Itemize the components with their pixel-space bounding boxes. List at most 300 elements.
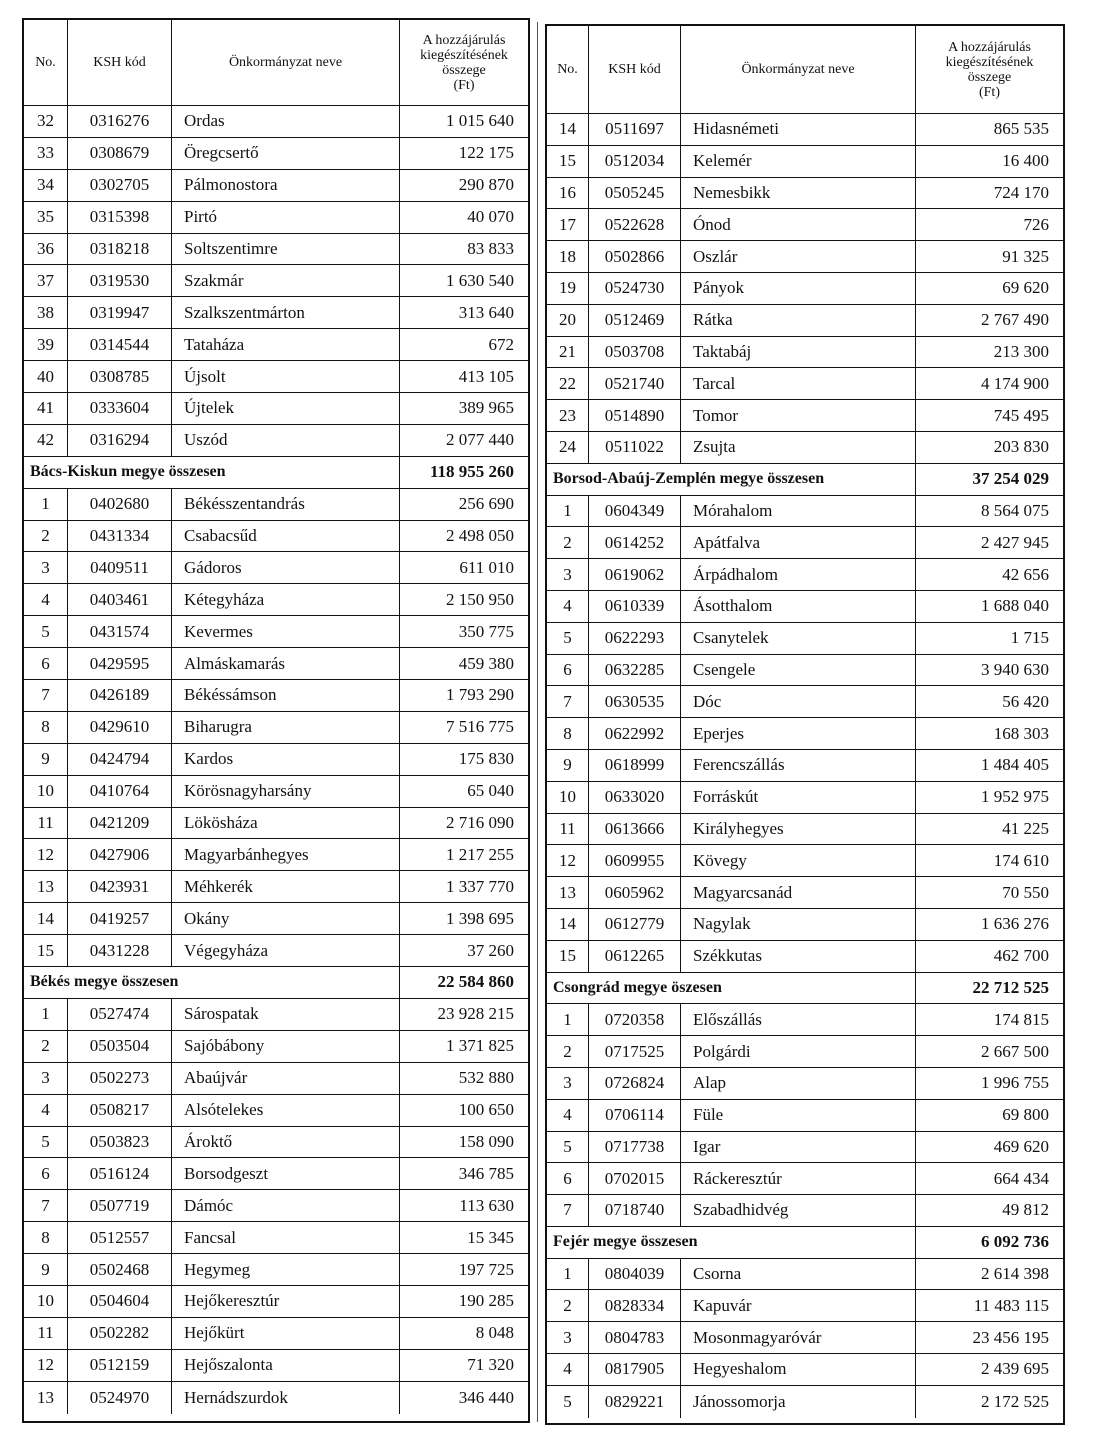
ksh-code: 0512557 [68,1222,172,1253]
municipality-name: Békéssámson [172,680,400,711]
table-row [24,648,528,680]
municipality-name: Dóc [681,686,916,717]
amount: 158 090 [458,1131,514,1151]
table-row [24,234,528,266]
municipality-name: Apátfalva [681,527,916,558]
ksh-code: 0316276 [68,106,172,137]
ksh-code: 0612265 [589,941,681,972]
municipality-name: Rátka [681,305,916,336]
amount: 1 996 755 [981,1073,1049,1093]
ksh-code: 0516124 [68,1158,172,1189]
row-number: 4 [24,584,68,615]
row-number: 14 [24,903,68,934]
row-number: 2 [547,527,589,558]
ksh-code: 0512159 [68,1350,172,1381]
row-number: 13 [24,1382,68,1414]
table-row [547,400,1063,432]
row-number: 4 [547,1354,589,1385]
row-number: 2 [547,1036,589,1067]
amount: 91 325 [1002,246,1049,266]
amount: 49 812 [1002,1200,1049,1220]
amount: 2 439 695 [981,1359,1049,1379]
ksh-code: 0633020 [589,782,681,813]
ksh-code: 0618999 [589,750,681,781]
municipality-name: Csabacsűd [172,521,400,552]
table-row [547,623,1063,655]
header-amount-line: összege [442,62,486,78]
row-number: 13 [24,871,68,902]
amount: 69 800 [1002,1105,1049,1125]
amount: 3 940 630 [981,659,1049,679]
amount: 2 427 945 [981,532,1049,552]
amount: 203 830 [993,437,1049,457]
row-number: 1 [24,999,68,1030]
municipality-name: Szalkszentmárton [172,297,400,328]
municipality-name: Ráckeresztúr [681,1163,916,1194]
row-number: 5 [24,616,68,647]
municipality-name: Soltszentimre [172,234,400,265]
row-number: 7 [24,680,68,711]
amount: 197 725 [458,1259,514,1279]
municipality-name: Pálmonostora [172,170,400,201]
county-total-label: Csongrád megye öszesen [547,973,916,1004]
row-number: 2 [24,521,68,552]
municipality-name: Taktabáj [681,337,916,368]
header-code: KSH kód [589,26,681,113]
table-row [24,1254,528,1286]
right-table [545,24,1065,1425]
municipality-name: Dámóc [172,1190,400,1221]
row-number: 15 [547,941,589,972]
ksh-code: 0421209 [68,808,172,839]
table-row [547,114,1063,146]
amount: 745 495 [993,405,1049,425]
row-number: 13 [547,877,589,908]
table-row [547,1100,1063,1132]
ksh-code: 0614252 [589,527,681,558]
table-row [24,1190,528,1222]
amount: 7 516 775 [446,717,514,737]
ksh-code: 0702015 [589,1163,681,1194]
municipality-name: Tarcal [681,368,916,399]
table-row [547,909,1063,941]
row-number: 42 [24,425,68,456]
ksh-code: 0508217 [68,1095,172,1126]
ksh-code: 0427906 [68,839,172,870]
row-number: 36 [24,234,68,265]
row-number: 3 [24,1063,68,1094]
table-row [24,329,528,361]
table-row [547,877,1063,909]
ksh-code: 0804783 [589,1322,681,1353]
ksh-code: 0410764 [68,776,172,807]
table-row [24,1222,528,1254]
municipality-name: Körösnagyharsány [172,776,400,807]
ksh-code: 0302705 [68,170,172,201]
table-row [24,712,528,744]
ksh-code: 0409511 [68,552,172,583]
table-row [24,489,528,521]
table-row [547,718,1063,750]
municipality-name: Újsolt [172,361,400,392]
amount: 865 535 [993,119,1049,139]
ksh-code: 0524730 [589,273,681,304]
municipality-name: Uszód [172,425,400,456]
county-total-row [24,967,528,999]
row-number: 2 [24,1031,68,1062]
municipality-name: Ferencszállás [681,750,916,781]
table-row [547,1354,1063,1386]
amount: 664 434 [993,1168,1049,1188]
county-total-label: Borsod-Abaúj-Zemplén megye összesen [547,464,916,495]
ksh-code: 0717738 [589,1132,681,1163]
row-number: 3 [547,559,589,590]
ksh-code: 0622992 [589,718,681,749]
table-row [547,1163,1063,1195]
amount: 1 015 640 [446,111,514,131]
table-row [547,750,1063,782]
ksh-code: 0524970 [68,1382,172,1414]
ksh-code: 0504604 [68,1286,172,1317]
row-number: 1 [24,489,68,520]
table-row [24,138,528,170]
amount: 4 174 900 [981,373,1049,393]
amount: 15 345 [467,1227,514,1247]
amount: 37 260 [467,940,514,960]
amount: 56 420 [1002,691,1049,711]
amount: 1 217 255 [446,844,514,864]
row-number: 17 [547,209,589,240]
table-row [24,1318,528,1350]
county-total-label: Bács-Kiskun megye összesen [24,457,400,488]
table-row [547,146,1063,178]
ksh-code: 0423931 [68,871,172,902]
municipality-name: Hejőkürt [172,1318,400,1349]
table-row [547,178,1063,210]
table-row [547,1322,1063,1354]
municipality-name: Ónod [681,209,916,240]
ksh-code: 0403461 [68,584,172,615]
ksh-code: 0507719 [68,1190,172,1221]
table-row [547,1036,1063,1068]
table-row [24,680,528,712]
ksh-code: 0630535 [589,686,681,717]
ksh-code: 0319947 [68,297,172,328]
amount: 290 870 [458,175,514,195]
row-number: 1 [547,496,589,527]
row-number: 4 [547,591,589,622]
column-divider [537,22,538,1422]
municipality-name: Almáskamarás [172,648,400,679]
county-total-amount: 22 712 525 [972,977,1049,997]
municipality-name: Pányok [681,273,916,304]
municipality-name: Kelemér [681,146,916,177]
amount: 65 040 [467,781,514,801]
row-number: 24 [547,432,589,463]
municipality-name: Királyhegyes [681,814,916,845]
amount: 174 815 [993,1009,1049,1029]
municipality-name: Újtelek [172,393,400,424]
amount: 413 105 [458,366,514,386]
ksh-code: 0632285 [589,655,681,686]
ksh-code: 0503823 [68,1127,172,1158]
header-code: KSH kód [68,20,172,105]
municipality-name: Okány [172,903,400,934]
amount: 2 498 050 [446,526,514,546]
row-number: 37 [24,265,68,296]
amount: 2 614 398 [981,1264,1049,1284]
ksh-code: 0521740 [589,368,681,399]
ksh-code: 0316294 [68,425,172,456]
table-row [547,1195,1063,1227]
ksh-code: 0308785 [68,361,172,392]
amount: 1 793 290 [446,685,514,705]
table-row [547,368,1063,400]
row-number: 10 [24,1286,68,1317]
ksh-code: 0511022 [589,432,681,463]
amount: 1 371 825 [446,1036,514,1056]
municipality-name: Lökösháza [172,808,400,839]
municipality-name: Füle [681,1100,916,1131]
county-total-label: Békés megye összesen [24,967,400,998]
amount: 672 [488,334,514,354]
row-number: 9 [547,750,589,781]
ksh-code: 0512469 [589,305,681,336]
amount: 122 175 [458,143,514,163]
municipality-name: Eperjes [681,718,916,749]
amount: 8 564 075 [981,500,1049,520]
county-total-label: Fejér megye összesen [547,1227,916,1258]
ksh-code: 0503708 [589,337,681,368]
amount: 1 952 975 [981,787,1049,807]
ksh-code: 0308679 [68,138,172,169]
amount: 16 400 [1002,151,1049,171]
row-number: 18 [547,241,589,272]
municipality-name: Csorna [681,1259,916,1290]
row-number: 9 [24,744,68,775]
amount: 190 285 [458,1291,514,1311]
table-row [24,202,528,234]
table-row [547,273,1063,305]
municipality-name: Árpádhalom [681,559,916,590]
municipality-name: Tataháza [172,329,400,360]
ksh-code: 0511697 [589,114,681,145]
municipality-name: Borsodgeszt [172,1158,400,1189]
municipality-name: Szakmár [172,265,400,296]
table-row [24,297,528,329]
row-number: 15 [547,146,589,177]
table-row [24,584,528,616]
header-row [547,26,1063,114]
row-number: 2 [547,1290,589,1321]
table-row [547,845,1063,877]
row-number: 14 [547,114,589,145]
ksh-code: 0613666 [589,814,681,845]
amount: 459 380 [458,653,514,673]
header-no: No. [24,20,68,105]
header-no: No. [547,26,589,113]
municipality-name: Mosonmagyaróvár [681,1322,916,1353]
municipality-name: Végegyháza [172,935,400,966]
row-number: 4 [24,1095,68,1126]
row-number: 40 [24,361,68,392]
ksh-code: 0431334 [68,521,172,552]
amount: 40 070 [467,207,514,227]
amount: 1 715 [1010,628,1049,648]
ksh-code: 0619062 [589,559,681,590]
amount: 69 620 [1002,278,1049,298]
header-amount-line: kiegészítésének [420,47,508,63]
amount: 1 337 770 [446,876,514,896]
municipality-name: Gádoros [172,552,400,583]
table-row [24,552,528,584]
municipality-name: Székkutas [681,941,916,972]
ksh-code: 0319530 [68,265,172,296]
row-number: 21 [547,337,589,368]
row-number: 6 [24,648,68,679]
table-row [547,1068,1063,1100]
amount: 23 928 215 [437,1004,514,1024]
municipality-name: Nemesbikk [681,178,916,209]
table-row [24,744,528,776]
table-row [24,808,528,840]
row-number: 7 [24,1190,68,1221]
amount: 113 630 [459,1195,514,1215]
ksh-code: 0514890 [589,400,681,431]
county-total-amount: 118 955 260 [429,462,514,482]
row-number: 14 [547,909,589,940]
amount: 23 456 195 [972,1327,1049,1347]
amount: 462 700 [993,946,1049,966]
ksh-code: 0527474 [68,999,172,1030]
table-row [547,814,1063,846]
row-number: 11 [24,808,68,839]
table-row [547,241,1063,273]
row-number: 15 [24,935,68,966]
ksh-code: 0424794 [68,744,172,775]
amount: 389 965 [458,398,514,418]
ksh-code: 0315398 [68,202,172,233]
row-number: 12 [547,845,589,876]
ksh-code: 0717525 [589,1036,681,1067]
row-number: 12 [24,839,68,870]
municipality-name: Magyarcsanád [681,877,916,908]
row-number: 7 [547,1195,589,1226]
amount: 2 767 490 [981,310,1049,330]
municipality-name: Hejőszalonta [172,1350,400,1381]
municipality-name: Hidasnémeti [681,114,916,145]
county-total-row [547,464,1063,496]
table-row [24,616,528,648]
ksh-code: 0522628 [589,209,681,240]
row-number: 11 [547,814,589,845]
table-row [547,782,1063,814]
amount: 2 150 950 [446,589,514,609]
municipality-name: Hernádszurdok [172,1382,400,1414]
amount: 174 610 [993,850,1049,870]
table-row [547,1259,1063,1291]
table-row [24,170,528,202]
municipality-name: Kétegyháza [172,584,400,615]
ksh-code: 0605962 [589,877,681,908]
municipality-name: Alsótelekes [172,1095,400,1126]
table-row [24,903,528,935]
municipality-name: Szabadhidvég [681,1195,916,1226]
row-number: 38 [24,297,68,328]
table-row [547,1132,1063,1164]
row-number: 10 [547,782,589,813]
header-amount [400,20,528,105]
row-number: 39 [24,329,68,360]
row-number: 4 [547,1100,589,1131]
table-row [24,1095,528,1127]
table-row [24,106,528,138]
ksh-code: 0505245 [589,178,681,209]
amount: 256 690 [458,494,514,514]
amount: 2 716 090 [446,813,514,833]
row-number: 3 [547,1322,589,1353]
row-number: 8 [24,1222,68,1253]
row-number: 5 [547,1132,589,1163]
municipality-name: Méhkerék [172,871,400,902]
municipality-name: Alap [681,1068,916,1099]
county-total-amount: 6 092 736 [981,1232,1049,1252]
municipality-name: Jánossomorja [681,1386,916,1418]
header-amount-line: összege [967,69,1012,85]
municipality-name: Békésszentandrás [172,489,400,520]
amount: 611 010 [459,557,514,577]
municipality-name: Hegyeshalom [681,1354,916,1385]
municipality-name: Ároktő [172,1127,400,1158]
row-number: 3 [24,552,68,583]
table-row [24,999,528,1031]
municipality-name: Nagylak [681,909,916,940]
table-row [547,655,1063,687]
amount: 350 775 [458,621,514,641]
ksh-code: 0431574 [68,616,172,647]
amount: 726 [1023,214,1049,234]
row-number: 11 [24,1318,68,1349]
municipality-name: Ordas [172,106,400,137]
header-amount-line: A hozzájárulás [948,39,1031,55]
ksh-code: 0431228 [68,935,172,966]
table-row [547,941,1063,973]
table-row [547,686,1063,718]
amount: 42 656 [1002,564,1049,584]
row-number: 6 [547,655,589,686]
municipality-name: Forráskút [681,782,916,813]
ksh-code: 0502282 [68,1318,172,1349]
table-row [24,425,528,457]
county-total-amount: 22 584 860 [437,972,514,992]
amount: 168 303 [993,723,1049,743]
municipality-name: Előszállás [681,1004,916,1035]
ksh-code: 0502468 [68,1254,172,1285]
amount: 1 636 276 [981,914,1049,934]
ksh-code: 0829221 [589,1386,681,1418]
table-row [547,432,1063,464]
municipality-name: Zsujta [681,432,916,463]
table-row [24,1063,528,1095]
ksh-code: 0828334 [589,1290,681,1321]
amount: 1 484 405 [981,755,1049,775]
table-row [547,527,1063,559]
table-row [24,776,528,808]
table-row [24,393,528,425]
row-number: 33 [24,138,68,169]
municipality-name: Oszlár [681,241,916,272]
row-number: 3 [547,1068,589,1099]
